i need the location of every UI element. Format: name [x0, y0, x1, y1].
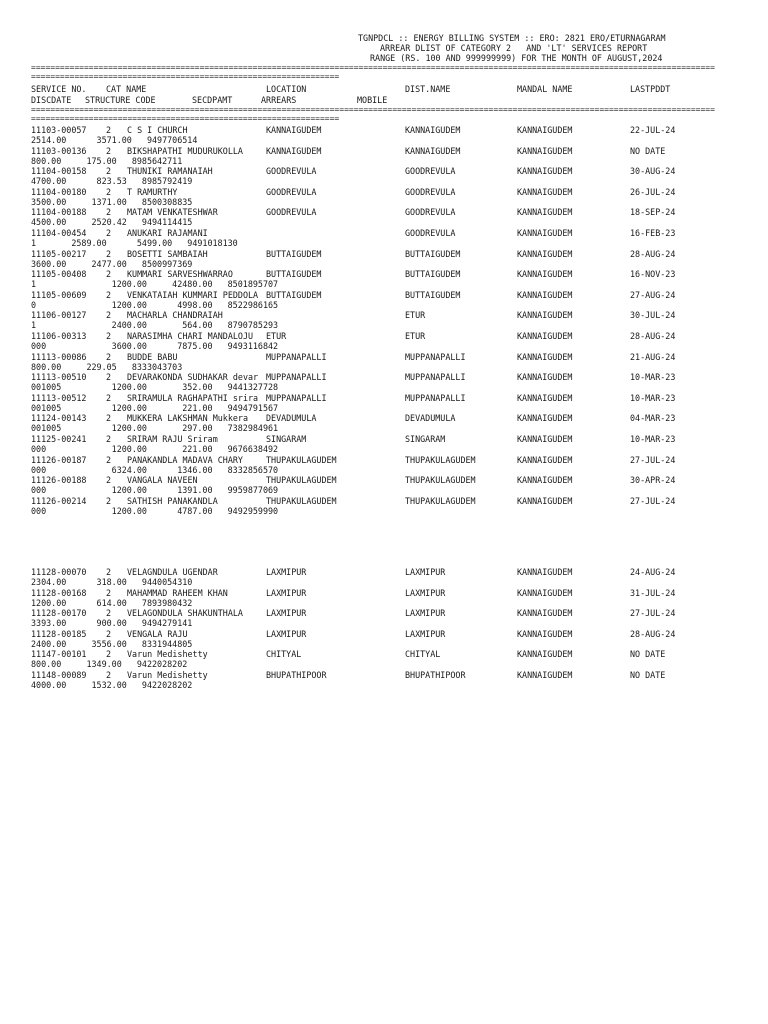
- location: ETUR: [266, 331, 287, 341]
- consumer-name: MAHAMMAD RAHEEM KHAN: [127, 587, 228, 598]
- category: 2: [106, 628, 112, 639]
- last-paid-date: 10-MAR-23: [630, 372, 676, 383]
- record-detail-line: 1 2400.00 564.00 8790785293: [31, 320, 279, 331]
- last-paid-date: 27-JUL-24: [630, 454, 676, 465]
- consumer-name: VANGALA NAVEEN: [127, 475, 198, 486]
- location: CHITYAL: [266, 649, 302, 660]
- dist-name: KANNAIGUDEM: [405, 125, 461, 135]
- service-no: 11113-00510: [31, 372, 87, 383]
- rule-line: ================================================================: [31, 115, 340, 123]
- mandal-name: KANNAIGUDEM: [517, 392, 573, 403]
- col-structure-code: STRUCTURE CODE: [85, 95, 156, 105]
- consumer-name: VENKATAIAH KUMMARI PEDDOLA: [127, 289, 259, 300]
- category: 2: [106, 207, 112, 218]
- record-detail-line: 000 3600.00 7875.00 9493116842: [31, 341, 279, 351]
- last-paid-date: 28-AUG-24: [630, 331, 676, 341]
- col-mandal-name: MANDAL NAME: [517, 84, 573, 94]
- record-detail-line: 000 1200.00 221.00 9676638492: [31, 444, 279, 454]
- location: LAXMIPUR: [266, 608, 307, 619]
- record-detail-line: 3600.00 2477.00 8500997369: [31, 258, 193, 269]
- mandal-name: KANNAIGUDEM: [517, 608, 573, 619]
- last-paid-date: 27-JUL-24: [630, 608, 676, 619]
- mandal-name: KANNAIGUDEM: [517, 567, 573, 577]
- category: 2: [106, 475, 112, 486]
- category: 2: [106, 670, 112, 680]
- mandal-name: KANNAIGUDEM: [517, 372, 573, 383]
- consumer-name: VELAGNDULA UGENDAR: [127, 567, 218, 577]
- service-no: 11126-00214: [31, 495, 87, 506]
- record-detail-line: 2304.00 318.00 9440054310: [31, 577, 193, 587]
- last-paid-date: 18-SEP-24: [630, 207, 676, 218]
- service-no: 11103-00057: [31, 125, 87, 135]
- mandal-name: KANNAIGUDEM: [517, 413, 573, 424]
- last-paid-date: 24-AUG-24: [630, 567, 676, 577]
- location: KANNAIGUDEM: [266, 125, 322, 135]
- report-subtitle: ARREAR DLIST OF CATEGORY 2 AND 'LT' SERVICES REPORT: [380, 43, 648, 53]
- last-paid-date: 04-MAR-23: [630, 413, 676, 424]
- rule-line: ================================================================: [31, 73, 340, 81]
- category: 2: [106, 269, 112, 280]
- mandal-name: KANNAIGUDEM: [517, 289, 573, 300]
- service-no: 11125-00241: [31, 434, 87, 444]
- dist-name: MUPPANAPALLI: [405, 372, 466, 383]
- category: 2: [106, 248, 112, 259]
- col-location: LOCATION: [266, 84, 307, 94]
- service-no: 11128-00070: [31, 567, 87, 577]
- dist-name: LAXMIPUR: [405, 587, 446, 598]
- location: THUPAKULAGUDEM: [266, 454, 337, 465]
- col-secdpamt: SECDPAMT: [192, 95, 233, 105]
- last-paid-date: NO DATE: [630, 145, 666, 156]
- mandal-name: KANNAIGUDEM: [517, 454, 573, 465]
- consumer-name: DEVARAKONDA SUDHAKAR devar: [127, 372, 259, 383]
- service-no: 11105-00408: [31, 269, 87, 280]
- dist-name: ETUR: [405, 310, 426, 321]
- report-title: TGNPDCL :: ENERGY BILLING SYSTEM :: ERO: 2821 ERO/ETURNAGARAM: [358, 33, 666, 43]
- record-detail-line: 2514.00 3571.00 9497706514: [31, 135, 198, 145]
- service-no: 11105-00217: [31, 248, 87, 259]
- dist-name: DEVADUMULA: [405, 413, 456, 424]
- last-paid-date: 16-NOV-23: [630, 269, 676, 280]
- record-detail-line: 2400.00 3556.00 8331944805: [31, 638, 193, 649]
- category: 2: [106, 392, 112, 403]
- location: MUPPANAPALLI: [266, 351, 327, 362]
- last-paid-date: 27-AUG-24: [630, 289, 676, 300]
- category: 2: [106, 495, 112, 506]
- service-no: 11104-00180: [31, 186, 87, 197]
- location: SINGARAM: [266, 434, 307, 444]
- record-detail-line: 800.00 1349.00 9422028202: [31, 659, 188, 670]
- service-no: 11128-00168: [31, 587, 87, 598]
- category: 2: [106, 289, 112, 300]
- dist-name: LAXMIPUR: [405, 567, 446, 577]
- category: 2: [106, 310, 112, 321]
- category: 2: [106, 587, 112, 598]
- mandal-name: KANNAIGUDEM: [517, 269, 573, 280]
- consumer-name: Varun Medishetty: [127, 649, 208, 660]
- category: 2: [106, 166, 112, 177]
- last-paid-date: 28-AUG-24: [630, 628, 676, 639]
- category: 2: [106, 434, 112, 444]
- category: 2: [106, 145, 112, 156]
- record-detail-line: 4700.00 823.53 8985792419: [31, 176, 193, 187]
- location: MUPPANAPALLI: [266, 392, 327, 403]
- mandal-name: KANNAIGUDEM: [517, 145, 573, 156]
- col-service-no: SERVICE NO.: [31, 84, 87, 94]
- record-detail-line: 001005 1200.00 352.00 9441327728: [31, 382, 279, 393]
- dist-name: ETUR: [405, 331, 426, 341]
- consumer-name: ANUKARI RAJAMANI: [127, 228, 208, 238]
- record-detail-line: 001005 1200.00 297.00 7382984961: [31, 423, 279, 434]
- location: BUTTAIGUDEM: [266, 269, 322, 280]
- mandal-name: KANNAIGUDEM: [517, 186, 573, 197]
- col-discdate: DISCDATE: [31, 95, 72, 105]
- record-detail-line: 1 1200.00 42480.00 8501895707: [31, 279, 279, 290]
- dist-name: BUTTAIGUDEM: [405, 289, 461, 300]
- service-no: 11124-00143: [31, 413, 87, 424]
- col-cat-name: CAT NAME: [106, 84, 147, 94]
- record-detail-line: 1 2589.00 5499.00 9491018130: [31, 238, 238, 248]
- service-no: 11104-00188: [31, 207, 87, 218]
- last-paid-date: 28-AUG-24: [630, 248, 676, 259]
- report-range: RANGE (RS. 100 AND 999999999) FOR THE MONTH OF AUGUST,2024: [370, 53, 663, 63]
- category: 2: [106, 331, 112, 341]
- last-paid-date: 10-MAR-23: [630, 434, 676, 444]
- consumer-name: MUKKERA LAKSHMAN Mukkera: [127, 413, 249, 424]
- dist-name: BUTTAIGUDEM: [405, 269, 461, 280]
- dist-name: GOODREVULA: [405, 166, 456, 177]
- category: 2: [106, 454, 112, 465]
- dist-name: SINGARAM: [405, 434, 446, 444]
- dist-name: GOODREVULA: [405, 228, 456, 238]
- consumer-name: NARASIMHA CHARI MANDALOJU: [127, 331, 254, 341]
- location: GOODREVULA: [266, 186, 317, 197]
- record-detail-line: 0 1200.00 4998.00 8522986165: [31, 299, 279, 310]
- category: 2: [106, 567, 112, 577]
- rule-line: ==============================================================================================================================================: [31, 106, 715, 114]
- record-detail-line: 800.00 175.00 8985642711: [31, 155, 183, 166]
- dist-name: GOODREVULA: [405, 186, 456, 197]
- location: THUPAKULAGUDEM: [266, 495, 337, 506]
- service-no: 11104-00454: [31, 228, 87, 238]
- record-detail-line: 800.00 229.05 8333043703: [31, 361, 183, 372]
- service-no: 11128-00185: [31, 628, 87, 639]
- last-paid-date: 26-JUL-24: [630, 186, 676, 197]
- location: BHUPATHIPOOR: [266, 670, 327, 680]
- dist-name: CHITYAL: [405, 649, 441, 660]
- dist-name: MUPPANAPALLI: [405, 351, 466, 362]
- location: DEVADUMULA: [266, 413, 317, 424]
- service-no: 11128-00170: [31, 608, 87, 619]
- dist-name: THUPAKULAGUDEM: [405, 454, 476, 465]
- mandal-name: KANNAIGUDEM: [517, 495, 573, 506]
- service-no: 11113-00086: [31, 351, 87, 362]
- service-no: 11104-00158: [31, 166, 87, 177]
- record-detail-line: 000 6324.00 1346.00 8332856570: [31, 464, 279, 475]
- service-no: 11105-00609: [31, 289, 87, 300]
- last-paid-date: 30-AUG-24: [630, 166, 676, 177]
- location: LAXMIPUR: [266, 587, 307, 598]
- category: 2: [106, 228, 112, 238]
- category: 2: [106, 186, 112, 197]
- consumer-name: THUNIKI RAMANAIAH: [127, 166, 213, 177]
- col-mobile: MOBILE: [357, 95, 388, 105]
- mandal-name: KANNAIGUDEM: [517, 649, 573, 660]
- last-paid-date: NO DATE: [630, 670, 666, 680]
- mandal-name: KANNAIGUDEM: [517, 434, 573, 444]
- service-no: 11147-00101: [31, 649, 87, 660]
- service-no: 11103-00136: [31, 145, 87, 156]
- dist-name: THUPAKULAGUDEM: [405, 495, 476, 506]
- service-no: 11126-00187: [31, 454, 87, 465]
- dist-name: LAXMIPUR: [405, 608, 446, 619]
- col-arrears: ARREARS: [261, 95, 297, 105]
- record-detail-line: 4000.00 1532.00 9422028202: [31, 680, 193, 690]
- dist-name: MUPPANAPALLI: [405, 392, 466, 403]
- last-paid-date: NO DATE: [630, 649, 666, 660]
- last-paid-date: 31-JUL-24: [630, 587, 676, 598]
- mandal-name: KANNAIGUDEM: [517, 125, 573, 135]
- consumer-name: KUMMARI SARVESHWARRAO: [127, 269, 233, 280]
- consumer-name: VELAGONDULA SHAKUNTHALA: [127, 608, 243, 619]
- record-detail-line: 3500.00 1371.00 8500308835: [31, 196, 193, 207]
- mandal-name: KANNAIGUDEM: [517, 475, 573, 486]
- location: LAXMIPUR: [266, 628, 307, 639]
- record-detail-line: 001005 1200.00 221.00 9494791567: [31, 402, 279, 413]
- last-paid-date: 16-FEB-23: [630, 228, 676, 238]
- mandal-name: KANNAIGUDEM: [517, 248, 573, 259]
- record-detail-line: 4500.00 2520.42 9494114415: [31, 217, 193, 228]
- category: 2: [106, 372, 112, 383]
- dist-name: BUTTAIGUDEM: [405, 248, 461, 259]
- location: GOODREVULA: [266, 166, 317, 177]
- record-detail-line: 000 1200.00 1391.00 9959877069: [31, 485, 279, 496]
- mandal-name: KANNAIGUDEM: [517, 628, 573, 639]
- last-paid-date: 30-JUL-24: [630, 310, 676, 321]
- location: BUTTAIGUDEM: [266, 289, 322, 300]
- service-no: 11106-00127: [31, 310, 87, 321]
- mandal-name: KANNAIGUDEM: [517, 166, 573, 177]
- category: 2: [106, 413, 112, 424]
- consumer-name: C S I CHURCH: [127, 125, 188, 135]
- service-no: 11126-00188: [31, 475, 87, 486]
- mandal-name: KANNAIGUDEM: [517, 587, 573, 598]
- record-detail-line: 000 1200.00 4787.00 9492959990: [31, 505, 279, 516]
- dist-name: KANNAIGUDEM: [405, 145, 461, 156]
- record-detail-line: 1200.00 614.00 7893980432: [31, 597, 193, 608]
- rule-line: ==============================================================================================================================================: [31, 64, 715, 72]
- location: BUTTAIGUDEM: [266, 248, 322, 259]
- consumer-name: BIKSHAPATHI MUDURUKOLLA: [127, 145, 243, 156]
- service-no: 11106-00313: [31, 331, 87, 341]
- col-dist-name: DIST.NAME: [405, 84, 451, 94]
- consumer-name: SRIRAMULA RAGHAPATHI srira: [127, 392, 259, 403]
- service-no: 11113-00512: [31, 392, 87, 403]
- mandal-name: KANNAIGUDEM: [517, 207, 573, 218]
- consumer-name: SATHISH PANAKANDLA: [127, 495, 218, 506]
- consumer-name: PANAKANDLA MADAVA CHARY: [127, 454, 243, 465]
- category: 2: [106, 649, 112, 660]
- category: 2: [106, 125, 112, 135]
- consumer-name: BUDDE BABU: [127, 351, 178, 362]
- consumer-name: VENGALA RAJU: [127, 628, 188, 639]
- mandal-name: KANNAIGUDEM: [517, 228, 573, 238]
- last-paid-date: 30-APR-24: [630, 475, 676, 486]
- record-detail-line: 3393.00 900.00 9494279141: [31, 618, 193, 629]
- consumer-name: MATAM VENKATESHWAR: [127, 207, 218, 218]
- last-paid-date: 21-AUG-24: [630, 351, 676, 362]
- last-paid-date: 27-JUL-24: [630, 495, 676, 506]
- consumer-name: T RAMURTHY: [127, 186, 178, 197]
- mandal-name: KANNAIGUDEM: [517, 310, 573, 321]
- consumer-name: SRIRAM RAJU Sriram: [127, 434, 218, 444]
- location: MUPPANAPALLI: [266, 372, 327, 383]
- location: LAXMIPUR: [266, 567, 307, 577]
- mandal-name: KANNAIGUDEM: [517, 331, 573, 341]
- service-no: 11148-00089: [31, 670, 87, 680]
- consumer-name: MACHARLA CHANDRAIAH: [127, 310, 223, 321]
- mandal-name: KANNAIGUDEM: [517, 351, 573, 362]
- dist-name: THUPAKULAGUDEM: [405, 475, 476, 486]
- dist-name: GOODREVULA: [405, 207, 456, 218]
- category: 2: [106, 608, 112, 619]
- consumer-name: BOSETTI SAMBAIAH: [127, 248, 208, 259]
- last-paid-date: 22-JUL-24: [630, 125, 676, 135]
- mandal-name: KANNAIGUDEM: [517, 670, 573, 680]
- col-lastpddt: LASTPDDT: [630, 84, 671, 94]
- location: THUPAKULAGUDEM: [266, 475, 337, 486]
- dist-name: BHUPATHIPOOR: [405, 670, 466, 680]
- location: KANNAIGUDEM: [266, 145, 322, 156]
- consumer-name: Varun Medishetty: [127, 670, 208, 680]
- dist-name: LAXMIPUR: [405, 628, 446, 639]
- category: 2: [106, 351, 112, 362]
- location: GOODREVULA: [266, 207, 317, 218]
- last-paid-date: 10-MAR-23: [630, 392, 676, 403]
